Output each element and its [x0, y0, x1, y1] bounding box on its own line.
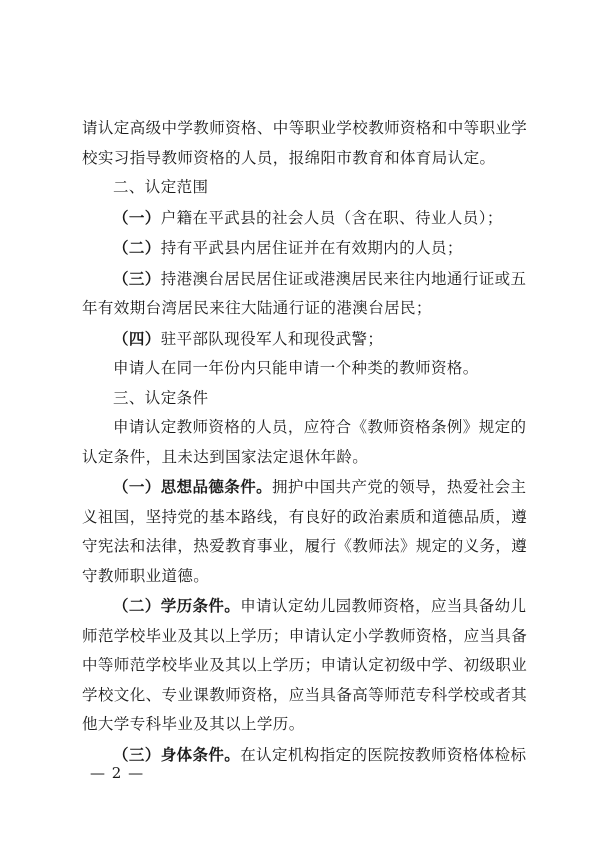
condition-education: [82, 591, 530, 622]
paragraph-line: 校实习指导教师资格的人员，报绵阳市教育和体育局认定。: [82, 148, 496, 167]
scope-item-2: [82, 233, 530, 264]
paragraph-line: 义祖国，坚持党的基本路线，有良好的政治素质和道德品质，遵: [82, 507, 528, 526]
condition-moral: [82, 472, 530, 503]
scope-item-text: 持有平武县内居住证并在有效期内的人员；: [160, 239, 463, 257]
paragraph-line: 中等师范学校毕业及其以上学历；申请认定初级中学、初级职业: [82, 656, 528, 674]
page-number: — 2 —: [90, 764, 145, 782]
paragraph-line: 他大学专科毕业及其以上学历。: [82, 715, 305, 733]
scope-item-marker: （三）: [113, 268, 161, 288]
section-heading-conditions: 三、认定条件: [113, 388, 209, 407]
paragraph-line: 师范学校毕业及其以上学历；申请认定小学教师资格，应当具备: [82, 626, 528, 645]
conditions-intro-continued: 认定条件，且未达到国家法定退休年龄。: [82, 447, 369, 466]
scope-item-text: 驻平部队现役军人和现役武警；: [160, 329, 384, 348]
scope-item-marker: （四）: [113, 328, 161, 348]
paragraph-line: 学校文化、专业课教师资格，应当具备高等师范专科学校或者其: [82, 685, 528, 704]
scope-item-1: [82, 203, 530, 234]
scope-item-text: 持港澳台居民居住证或港澳居民来往内地通行证或五: [160, 269, 527, 288]
condition-text: 拥护中国共产党的领导，热爱社会主: [272, 478, 527, 496]
scope-note: 申请人在同一年份内只能申请一个种类的教师资格。: [113, 359, 479, 377]
condition-physical: [82, 740, 530, 771]
condition-text: 在认定机构指定的医院按教师资格体检标: [240, 745, 527, 764]
condition-title: （二）学历条件。: [113, 596, 241, 615]
scope-item-3-continued: 年有效期台湾居民来往大陆通行证的港澳台居民；: [82, 299, 432, 317]
scope-item-marker: （二）: [113, 238, 161, 257]
condition-title: （三）身体条件。: [113, 744, 241, 764]
scope-item-4: [82, 324, 530, 355]
section-heading-scope: 二、认定范围: [113, 178, 209, 196]
scope-item-marker: （一）: [113, 207, 161, 227]
paragraph-line: 守教师职业道德。: [82, 566, 210, 585]
conditions-intro: 申请认定教师资格的人员，应符合《教师资格条例》规定的: [113, 418, 527, 436]
paragraph-line: 守宪法和法律，热爱教育事业，履行《教师法》规定的义务，遵: [82, 537, 528, 555]
scope-item-text: 户籍在平武县的社会人员（含在职、待业人员）；: [160, 208, 503, 227]
condition-text: 申请认定幼儿园教师资格，应当具备幼儿: [240, 597, 527, 615]
scope-item-3: [82, 264, 530, 295]
paragraph-line: 请认定高级中学教师资格、中等职业学校教师资格和中等职业学: [82, 119, 528, 137]
document-body: [82, 114, 530, 770]
condition-title: （一）思想品德条件。: [113, 477, 273, 496]
